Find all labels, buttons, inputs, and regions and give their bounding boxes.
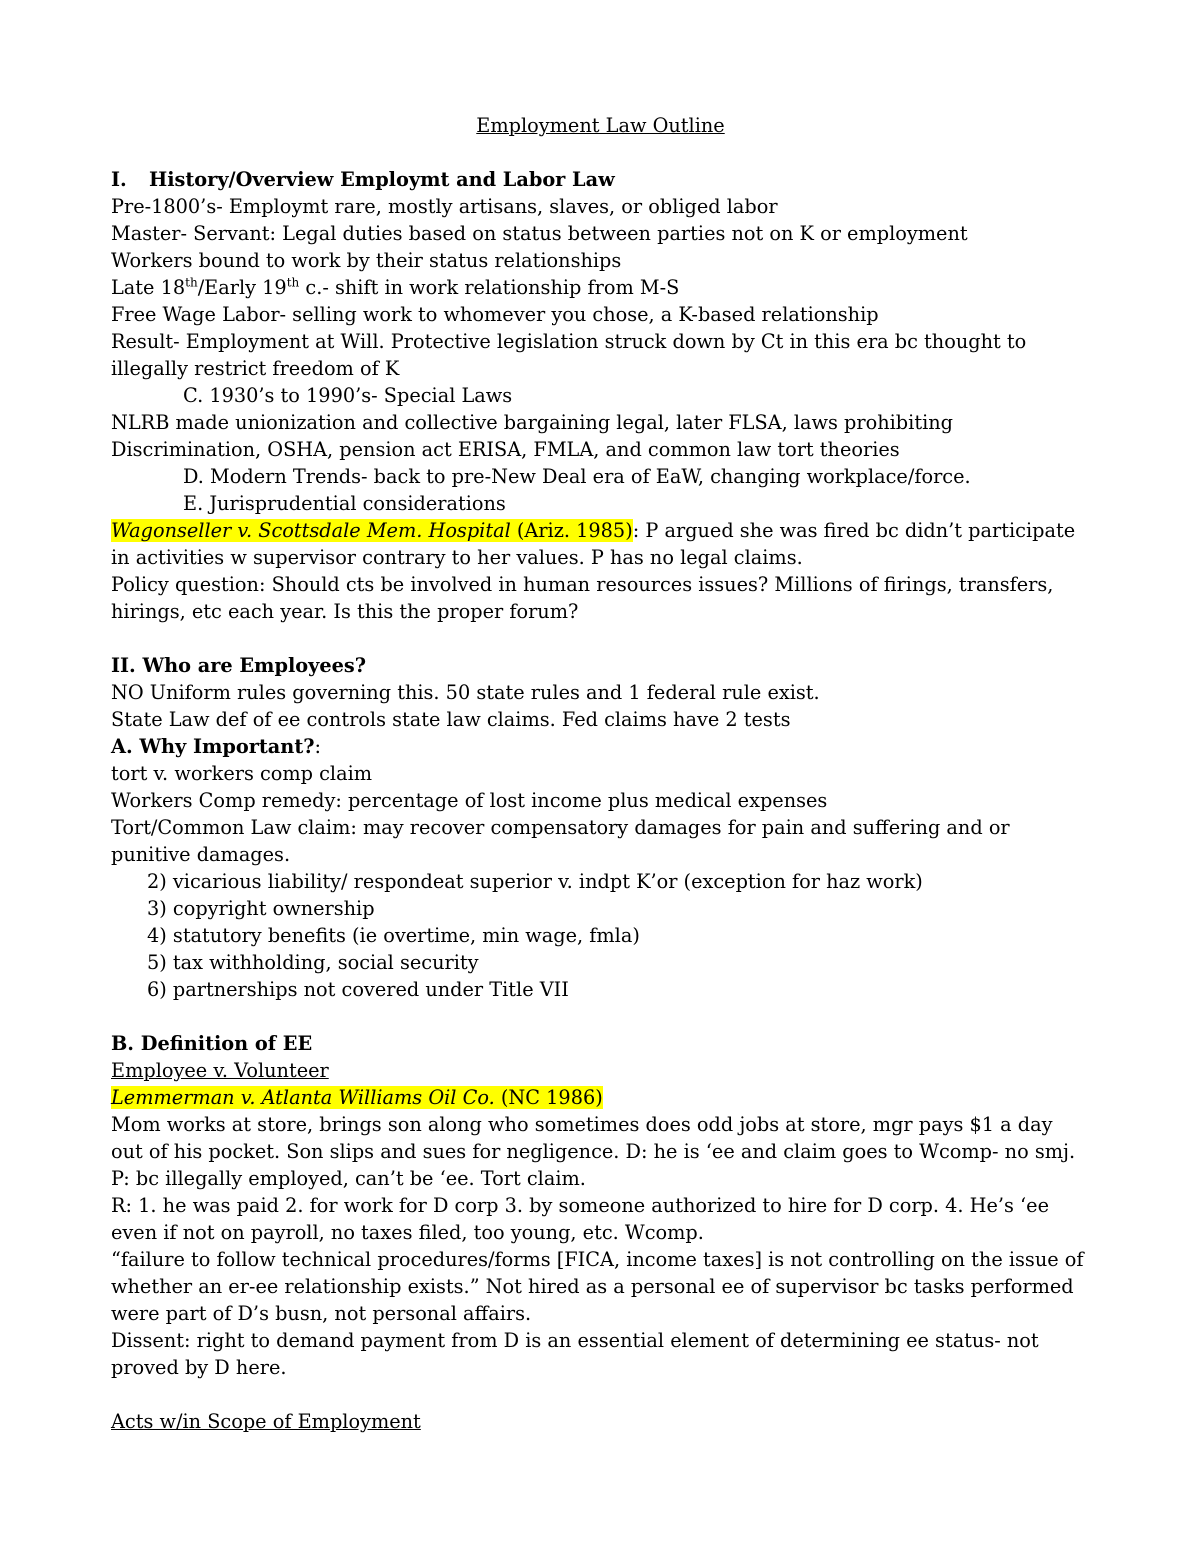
case-citation: (Ariz. 1985): [510, 519, 633, 542]
subsection-c: C. 1930’s to 1990’s- Special Laws: [183, 384, 513, 407]
text-line: NO Uniform rules governing this. 50 state rules and 1 federal rule exist.: [111, 681, 820, 704]
case-highlight: [111, 519, 633, 542]
case-name: Wagonseller v. Scottsdale Mem. Hospital: [111, 519, 511, 542]
section-1-title: History/Overview Employmt and Labor Law: [149, 168, 615, 191]
text-line: Free Wage Labor- selling work to whomever you chose, a K-based relationship: [111, 303, 879, 326]
subsection-d: D. Modern Trends- back to pre-New Deal era of EaW, changing workplace/force.: [183, 465, 971, 488]
policy-question: Policy question: Should cts be involved in human resources issues? Millions of firings, transfers, hirings, etc each year. Is this the proper forum?: [111, 573, 1054, 623]
text-line: Workers bound to work by their status relationships: [111, 249, 622, 272]
text-line: tort v. workers comp claim: [111, 762, 373, 785]
list-item: 2) vicarious liability/ respondeat superior v. indpt K’or (exception for haz work): [147, 870, 923, 893]
text-paragraph: Dissent: right to demand payment from D is an essential element of determining ee status- not proved by D here.: [111, 1329, 1039, 1379]
subsection-b-subheading: Employee v. Volunteer: [111, 1059, 329, 1082]
section-2-heading: [111, 652, 1090, 679]
list-item: 5) tax withholding, social security: [147, 951, 479, 974]
spacer: [111, 139, 1090, 166]
list-item: 4) statutory benefits (ie overtime, min wage, fmla): [147, 924, 640, 947]
case-citation: (NC 1986): [494, 1086, 603, 1109]
late-text-b: /Early 19: [197, 276, 287, 299]
late-18th-line: [111, 274, 1090, 301]
text-line: Workers Comp remedy: percentage of lost income plus medical expenses: [111, 789, 828, 812]
case-summary: : P argued she was fired bc didn’t participate in activities w supervisor contrary to her values. P has no legal claims.: [111, 519, 1076, 569]
case-wagonseller: [111, 517, 1090, 571]
list-item: 6) partnerships not covered under Title VII: [147, 978, 569, 1001]
subsection-a-title: A. Why Important?: [111, 735, 315, 758]
case-name: Lemmerman v. Atlanta Williams Oil Co.: [111, 1086, 495, 1109]
spacer: [111, 1003, 1090, 1030]
text-paragraph: “failure to follow technical procedures/forms [FICA, income taxes] is not controlling on the issue of whether an er-ee relationship exists.” Not hired as a personal ee of supervisor bc tasks performed were part of D’s busn, not personal affairs.: [111, 1248, 1084, 1325]
list-item: 3) copyright ownership: [147, 897, 375, 920]
subsection-b-heading: B. Definition of EE: [111, 1032, 313, 1055]
spacer: [111, 1381, 1090, 1408]
superscript: th: [286, 275, 300, 290]
text-line: Master- Servant: Legal duties based on status between parties not on K or employment: [111, 222, 968, 245]
late-text-c: c.- shift in work relationship from M-S: [299, 276, 680, 299]
text-line: Pre-1800’s- Employmt rare, mostly artisans, slaves, or obliged labor: [111, 195, 778, 218]
spacer: [111, 625, 1090, 652]
case-highlight: [111, 1086, 603, 1109]
nlrb-paragraph: NLRB made unionization and collective bargaining legal, later FLSA, laws prohibiting Discrimination, OSHA, pension act ERISA, FMLA, and common law tort theories: [111, 411, 953, 461]
text-paragraph: R: 1. he was paid 2. for work for D corp 3. by someone authorized to hire for D corp. 4. He’s ‘ee even if not on payroll, no taxes filed, too young, etc. Wcomp.: [111, 1194, 1050, 1244]
text-paragraph: Result- Employment at Will. Protective legislation struck down by Ct in this era bc thought to illegally restrict freedom of K: [111, 330, 1027, 380]
subsection-a-heading: [111, 733, 1090, 760]
colon: :: [314, 735, 322, 758]
case-lemmerman: [111, 1084, 1090, 1111]
late-text-a: Late 18: [111, 276, 186, 299]
scope-heading: Acts w/in Scope of Employment: [111, 1410, 421, 1433]
document-title: Employment Law Outline: [476, 114, 725, 137]
section-1-number: I.: [111, 168, 127, 191]
section-1-heading: [111, 166, 1090, 193]
superscript: th: [185, 275, 198, 290]
text-paragraph: Tort/Common Law claim: may recover compensatory damages for pain and suffering and or punitive damages.: [111, 816, 1010, 866]
text-line: State Law def of ee controls state law claims. Fed claims have 2 tests: [111, 708, 791, 731]
text-paragraph: Mom works at store, brings son along who sometimes does odd jobs at store, mgr pays $1 a day out of his pocket. Son slips and sues for negligence. D: he is ‘ee and claim goes to Wcomp- no smj. P: bc illegally employed, can’t be ‘ee. Tort claim.: [111, 1113, 1076, 1190]
section-2-number: II.: [111, 654, 136, 677]
subsection-e: E. Jurisprudential considerations: [183, 492, 506, 515]
section-2-title: Who are Employees?: [142, 654, 367, 677]
